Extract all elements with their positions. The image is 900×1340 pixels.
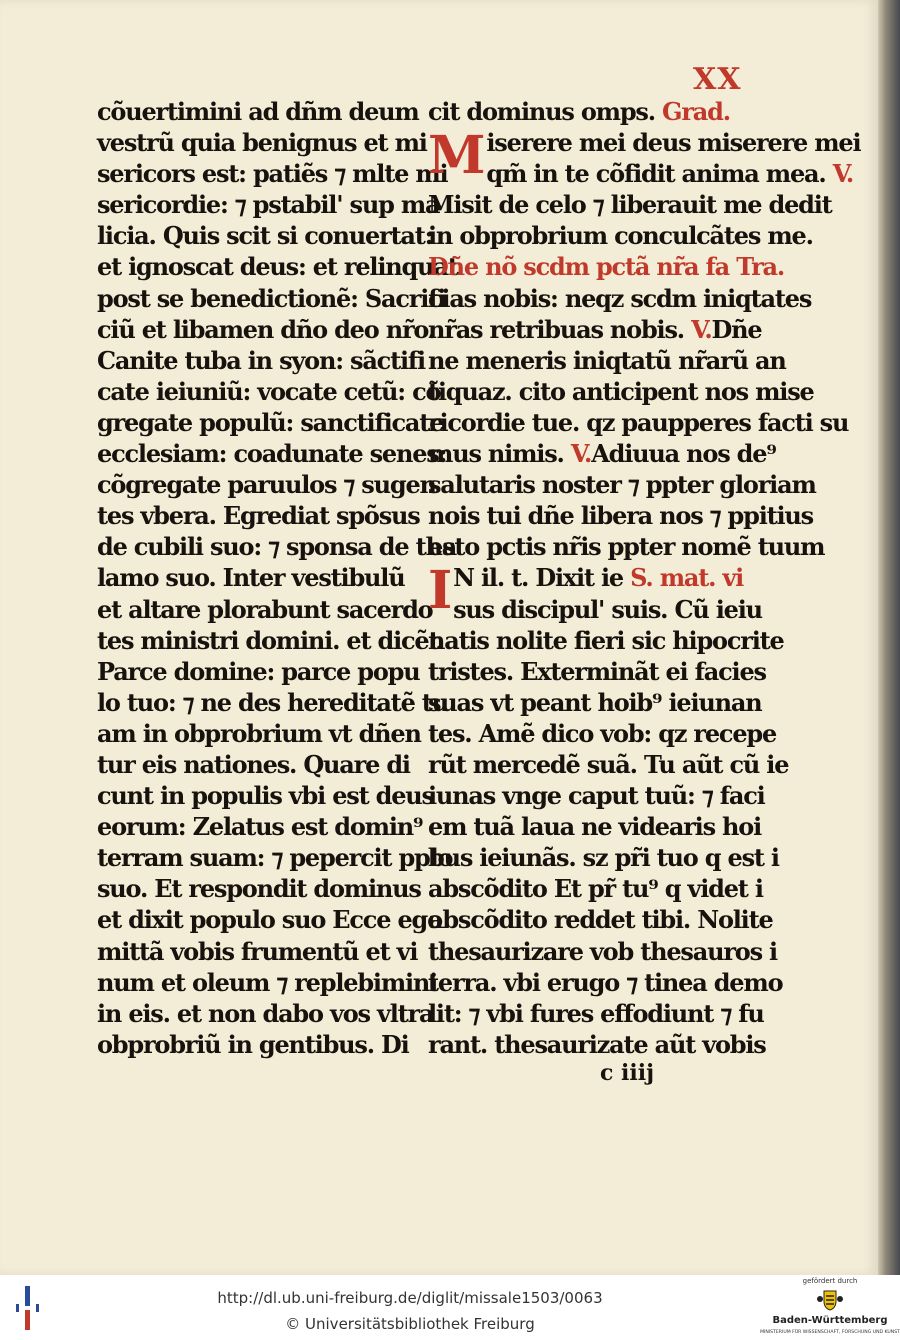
folio-number: XX xyxy=(693,62,742,97)
text-line: sericordie: ⁊ pstabil' sup ma xyxy=(97,190,440,220)
text-line xyxy=(428,283,812,314)
text-line: am in obprobrium vt dñen xyxy=(97,718,421,748)
text-run: suas vt peant hoib⁹ ieiunan xyxy=(428,687,762,717)
text-line xyxy=(428,625,784,656)
text-line: ecclesiam: coadunate senes: xyxy=(97,439,447,469)
text-run: ricordie tue. qz paupperes facti su xyxy=(428,407,849,437)
text-run: natis nolite fieri sic hipocrite xyxy=(428,625,784,655)
text-run: iserere mei deus miserere mei xyxy=(486,128,861,158)
sponsor-label: gefördert durch xyxy=(802,1277,858,1285)
text-run: cit dominus omps. xyxy=(428,97,655,126)
text-run: N il. t. Dixit ie xyxy=(453,563,623,593)
text-line xyxy=(428,904,773,935)
text-line: terram suam: ⁊ pepercit pplo xyxy=(97,843,453,873)
text-run: Adiuua nos de⁹ xyxy=(591,439,776,469)
right-text-column xyxy=(428,96,861,1060)
text-run: bus ieiunãs. sz pr̃i tuo q est i xyxy=(428,843,779,873)
text-run: tes. Amẽ dico vob: qz recepe xyxy=(428,718,777,748)
text-line: et ignoscat deus: et relinquat xyxy=(97,252,458,282)
footer-copyright: © Universitätsbibliothek Freiburg xyxy=(285,1315,535,1333)
text-run: Misit de celo ⁊ liberauit me dedit xyxy=(428,190,832,220)
text-run: nois tui dñe libera nos ⁊ ppitius xyxy=(428,501,813,531)
text-line: tes vbera. Egrediat spõsus xyxy=(97,501,420,531)
text-run: tiquaz. cito anticipent nos mise xyxy=(428,376,814,406)
text-run: nr̃as retribuas nobis. xyxy=(428,314,684,344)
text-run: rant. thesaurizate aũt vobis xyxy=(428,1029,766,1059)
text-line: mittã vobis frumentũ et vi xyxy=(97,936,418,966)
text-run: abscõdito reddet tibi. Nolite xyxy=(428,905,773,935)
text-line: post se benedictionẽ: Sacrifi xyxy=(97,283,446,313)
text-line xyxy=(428,936,777,967)
text-line xyxy=(428,811,762,842)
text-line: lo tuo: ⁊ ne des hereditatẽ tu xyxy=(97,687,448,717)
signature-mark: c iiij xyxy=(600,1060,655,1086)
text-run: em tuã laua ne videaris hoi xyxy=(428,812,762,842)
text-run: lit: ⁊ vbi fures effodiunt ⁊ fu xyxy=(428,998,764,1028)
text-run: abscõdito Et pr̃ tu⁹ q videt i xyxy=(428,874,763,904)
text-run: qm̃ in te cõfidit anima mea. xyxy=(486,159,826,189)
text-line: vestrũ quia benignus et mi xyxy=(97,128,427,158)
rubric-marker: V. xyxy=(691,314,712,344)
text-line xyxy=(428,438,776,469)
text-line: suo. Et respondit dominus xyxy=(97,874,421,904)
rubric-marker: Tra. xyxy=(736,252,785,282)
text-line xyxy=(428,376,814,407)
text-run: rũt mercedẽ suã. Tu aũt cũ ie xyxy=(428,749,789,779)
text-line xyxy=(428,189,832,220)
text-line: Parce domine: parce popu xyxy=(97,656,420,686)
text-line: cate ieiuniũ: vocate cetũ: cõ xyxy=(97,376,441,406)
text-line: tur eis nationes. Quare di xyxy=(97,749,410,779)
sponsor-ministry: MINISTERIUM FÜR WISSENSCHAFT, FORSCHUNG UND KUNST xyxy=(760,1330,900,1335)
text-line xyxy=(428,345,786,376)
text-line xyxy=(428,749,789,780)
text-line: num et oleum ⁊ replebimini xyxy=(97,967,438,997)
sponsor-block xyxy=(760,1275,900,1340)
text-run: sus discipul' suis. Cũ ieiu xyxy=(453,594,762,624)
text-line: in eis. et non dabo vos vltra xyxy=(97,998,434,1028)
text-line: cunt in populis vbi est deus xyxy=(97,781,434,811)
text-line xyxy=(428,967,783,998)
text-line: tes ministri domini. et dicẽt xyxy=(97,625,439,655)
text-line: et altare plorabunt sacerdo xyxy=(97,594,433,624)
text-run: tristes. Exterminãt ei facies xyxy=(428,656,766,686)
text-run: in obprobrium conculcãtes me. xyxy=(428,221,813,251)
text-run: salutaris noster ⁊ ppter gloriam xyxy=(428,470,816,500)
initial-capital: I xyxy=(428,560,452,622)
text-line xyxy=(428,656,766,687)
sponsor-name: Baden-Württemberg xyxy=(772,1315,888,1326)
text-run: cias nobis: neqz scdm iniqtates xyxy=(428,283,812,313)
text-run: thesaurizare vob thesauros i xyxy=(428,936,777,966)
text-run: mus nimis. xyxy=(428,439,564,469)
text-line xyxy=(428,469,816,500)
text-line: ciũ et libamen dño deo nr̃o. xyxy=(97,314,435,344)
text-line: de cubili suo: ⁊ sponsa de tha xyxy=(97,532,457,562)
text-line xyxy=(428,780,765,811)
text-line: obprobriũ in gentibus. Di xyxy=(97,1029,409,1059)
rubric-marker: V. xyxy=(570,439,592,469)
rubric-marker: V. xyxy=(832,159,854,189)
text-line: Canite tuba in syon: sãctifi xyxy=(97,345,425,375)
text-line: cõgregate paruulos ⁊ sugen xyxy=(97,470,436,500)
initial-capital: M xyxy=(428,125,485,187)
footer-bar xyxy=(0,1275,900,1340)
text-line: licia. Quis scit si conuertat: xyxy=(97,221,433,251)
rubric-text: Dñe nõ scdm pctã nr̃a fa xyxy=(428,252,730,282)
text-line xyxy=(428,687,762,718)
left-text-column xyxy=(97,96,458,1060)
text-line: lamo suo. Inter vestibulũ xyxy=(97,563,405,593)
text-line xyxy=(428,220,813,251)
text-line xyxy=(428,873,762,904)
text-line: et dixit populo suo Ecce ego xyxy=(97,905,442,935)
text-line xyxy=(428,531,825,562)
text-run: terra. vbi erugo ⁊ tinea demo xyxy=(428,967,783,997)
text-line: sericors est: patiẽs ⁊ mlte mi xyxy=(97,159,448,189)
text-run: Dñe xyxy=(711,314,762,344)
text-line xyxy=(428,314,762,345)
text-line xyxy=(428,407,849,438)
text-line xyxy=(428,594,762,625)
rubric-marker: Grad. xyxy=(662,97,730,126)
text-line: gregate populũ: sanctificate xyxy=(97,407,444,437)
footer-url-link[interactable]: http://dl.ub.uni-freiburg.de/diglit/missale1503/0063 xyxy=(217,1289,603,1307)
coat-of-arms-icon xyxy=(816,1288,844,1312)
text-line xyxy=(428,1029,766,1060)
text-line xyxy=(428,998,762,1029)
page-edge-shadow xyxy=(878,0,900,1275)
text-line: eorum: Zelatus est domin⁹ xyxy=(97,812,423,842)
text-line xyxy=(428,96,762,127)
text-run: iunas vnge caput tuũ: ⁊ faci xyxy=(428,781,765,811)
text-line xyxy=(428,251,785,282)
text-line: cõuertimini ad dñm deum xyxy=(97,97,419,126)
text-line xyxy=(428,500,813,531)
rubric-marker: S. mat. vi xyxy=(630,563,744,593)
text-run: esto pctis nr̃is ppter nomẽ tuum xyxy=(428,532,825,562)
text-run: ne meneris iniqtatũ nr̃arũ an xyxy=(428,345,786,375)
text-line xyxy=(428,842,779,873)
text-line xyxy=(428,718,777,749)
